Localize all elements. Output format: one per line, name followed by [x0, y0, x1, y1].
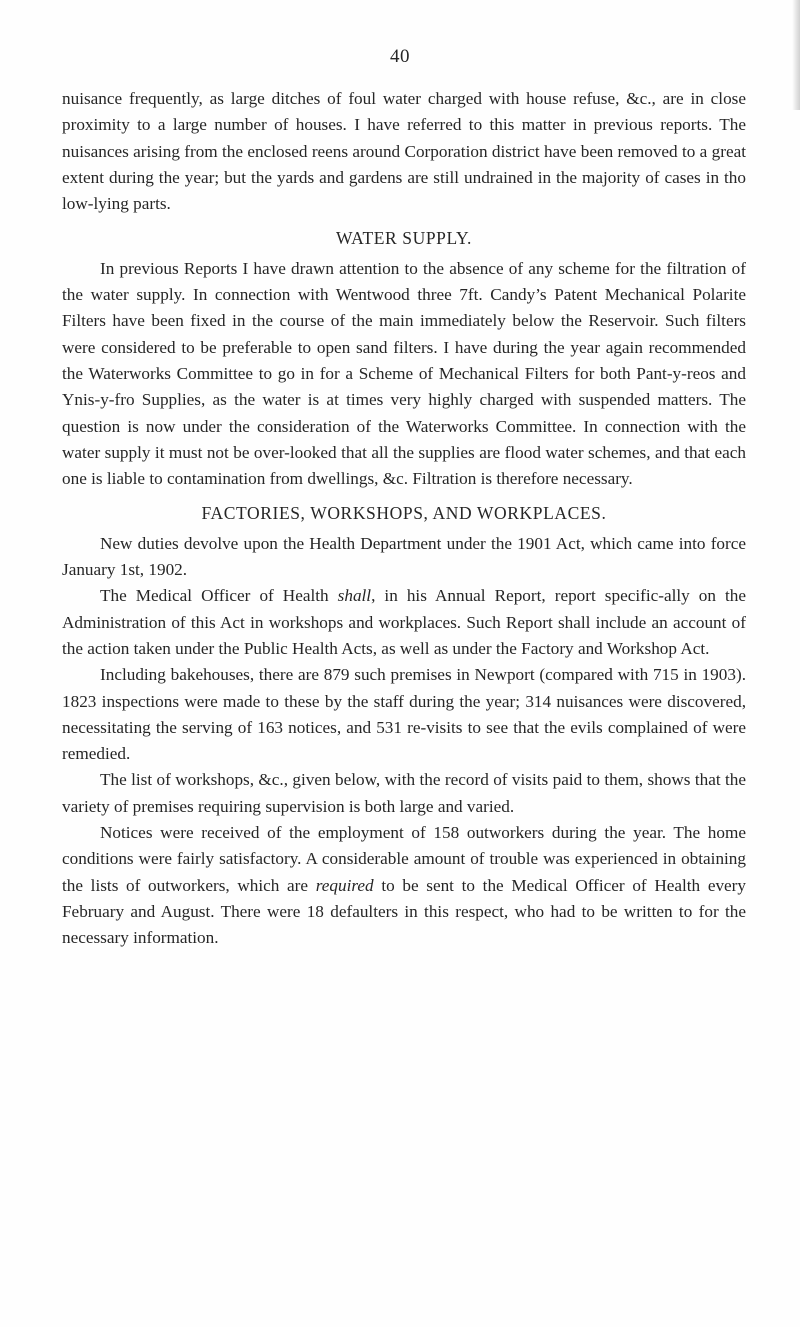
paragraph-workshop-list: The list of workshops, &c., given below, with the record of visits paid to them, shows that the variety of premises requiring supervision is both large and varied. [62, 770, 746, 816]
medical-text-start: The Medical Officer of Health [100, 586, 338, 606]
heading-water-supply: WATER SUPPLY. [335, 228, 473, 249]
paragraph-new-duties: New duties devolve upon the Health Department under the 1901 Act, which came into force January 1st, 1902. [62, 533, 746, 580]
heading-factories: FACTORIES, WORKSHOPS, AND WORKPLACES. [201, 503, 607, 524]
paragraph-nuisance: nuisance frequently, as large ditches of foul water charged with house refuse, &c., are in close proximity to a large number of houses. I have referred to this matter in previous reports. The nuisances arising from the enclosed reens around Corporation district have been removed to a great extent during the year; but the yards and gardens are still undrained in the majority of cases in tho low-lying parts. [62, 89, 746, 214]
paragraph-outworkers [62, 820, 746, 951]
body-text [62, 86, 746, 952]
page-number: 40 [390, 46, 410, 67]
paragraph-bakehouses: Including bakehouses, there are 879 such premises in Newport (compared with 715 in 1903). 1823 inspections were made to these by the staff during the year; 314 nuisances were discovered, necessitating the serving of 163 notices, and 531 re-visits to see that the evils complained of were remedied. [62, 665, 746, 764]
medical-emphasis: shall [337, 586, 372, 606]
medical-text-end: , in his Annual Report, report specific-ally on the Administration of this Act in workshops and workplaces. Such Report shall include an account of the action taken under the Public Health Acts, as well as under the Factory and Workshop Act. [62, 586, 746, 658]
outworkers-text-start: Notices were received of the employment of 158 outworkers during the year. The home conditions were fairly satisfactory. A considerable amount of trouble was experienced in obtaining the lists of outworkers, which are [62, 823, 746, 895]
outworkers-text-end: to be sent to the Medical Officer of Health every February and August. There were 18 defaulters in this respect, who had to be written to for the necessary information. [62, 875, 746, 948]
paragraph-water-supply: In previous Reports I have drawn attention to the absence of any scheme for the filtration of the water supply. In connection with Wentwood three 7ft. Candy’s Patent Mechanical Polarite Filters have been fixed in the course of the main immediately below the Reservoir. Such filters were considered to be preferable to open sand filters. I have during the year again recommended the Waterworks Committee to go in for a Scheme of Mechanical Filters for both Pant-y-reos and Ynis-y-fro Supplies, as the water is at times very highly charged with suspended matters. The question is now under the consideration of the Waterworks Committee. In connection with the water supply it must not be over-looked that all the supplies are flood water schemes, and that each one is liable to contamination from dwellings, &c. Filtration is therefore necessary. [62, 258, 746, 489]
outworkers-emphasis: required [315, 875, 374, 895]
paragraph-medical-officer [62, 583, 746, 662]
